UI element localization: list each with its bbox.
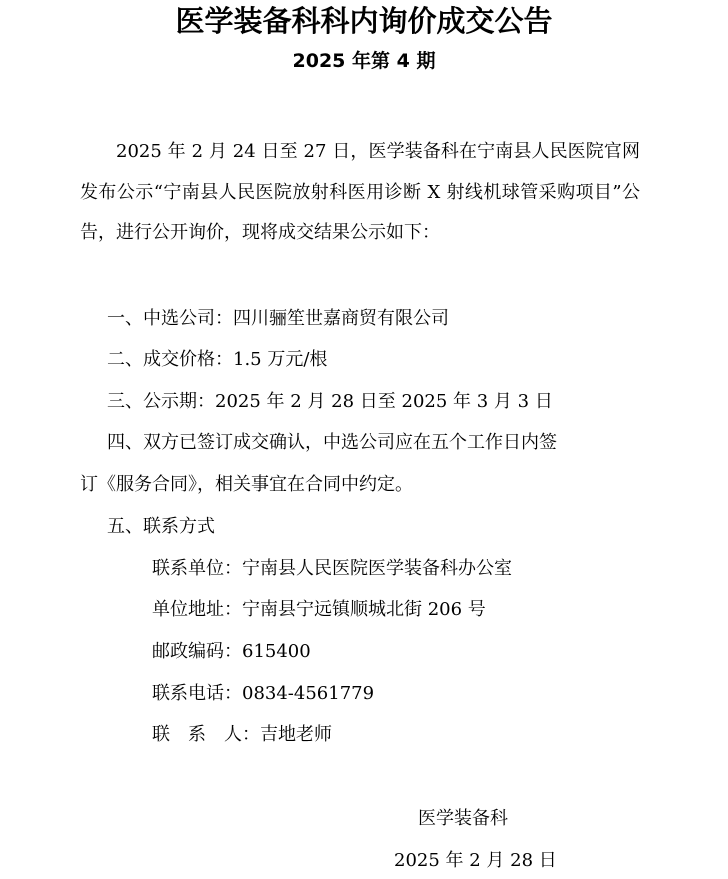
item-contract-line1: 四、双方已签订成交确认，中选公司应在五个工作日内签 [107, 432, 557, 453]
contact-phone: 联系电话：0834-4561779 [152, 683, 375, 704]
item-contract-line2: 订《服务合同》，相关事宜在合同中约定。 [80, 474, 413, 495]
signature-date: 2025 年 2 月 28 日 [394, 850, 557, 871]
signature-department: 医学装备科 [418, 808, 508, 829]
contact-postcode: 邮政编码：615400 [152, 641, 311, 662]
contact-person: 联 系 人：吉地老师 [152, 724, 332, 745]
intro-paragraph: 2025 年 2 月 24 日至 27 日，医学装备科在宁南县人民医院官网发布公示“宁南县人民医院放射科医用诊断 X 射线机球管采购项目”公告，进行公开询价，现将成交结果公示如下： [80, 141, 640, 243]
contact-unit: 联系单位：宁南县人民医院医学装备科办公室 [152, 558, 512, 579]
notice-title: 医学装备科科内询价成交公告 [175, 4, 553, 38]
item-publicity-period: 三、公示期：2025 年 2 月 28 日至 2025 年 3 月 3 日 [107, 391, 553, 412]
item-winning-company: 一、中选公司：四川骊笙世嘉商贸有限公司 [107, 308, 449, 329]
issue-number: 2025 年第 4 期 [292, 50, 436, 72]
item-transaction-price: 二、成交价格：1.5 万元/根 [107, 349, 328, 370]
contact-address: 单位地址：宁南县宁远镇顺城北街 206 号 [152, 599, 486, 620]
contact-heading: 五、联系方式 [107, 516, 215, 537]
